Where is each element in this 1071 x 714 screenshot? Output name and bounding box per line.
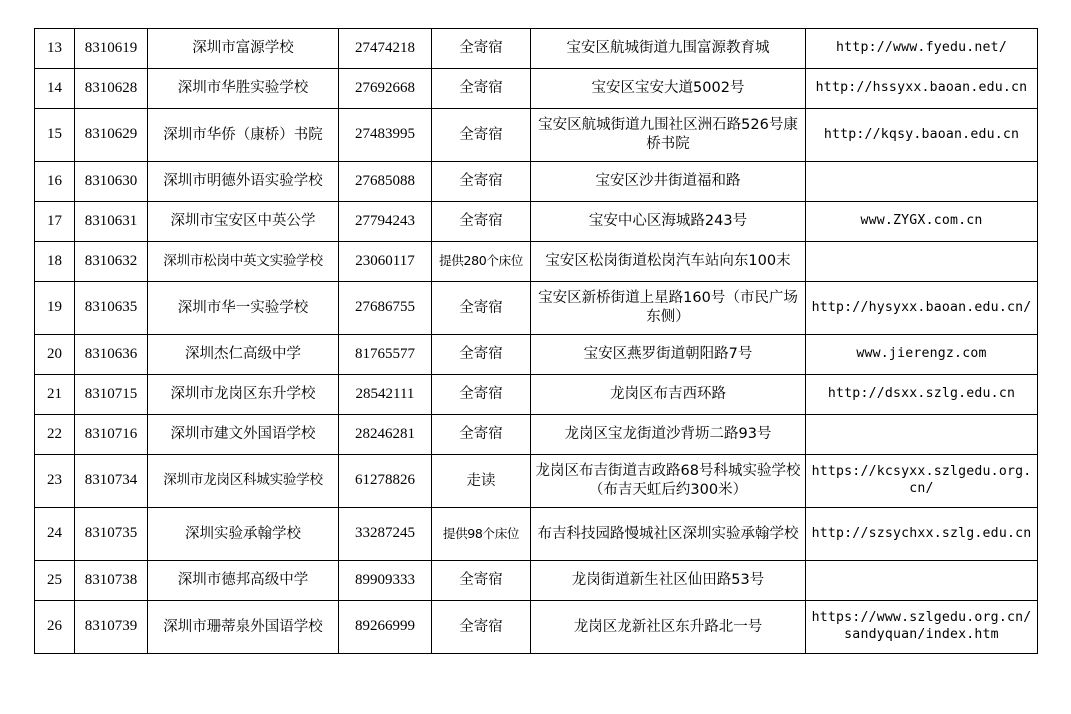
cell-school-name: 深圳市明德外语实验学校: [148, 162, 339, 202]
cell-address: 龙岗区布吉街道吉政路68号科城实验学校（布吉天虹后约300米）: [531, 455, 806, 508]
cell-boarding: 全寄宿: [432, 415, 531, 455]
cell-boarding: 全寄宿: [432, 162, 531, 202]
cell-index: 16: [35, 162, 75, 202]
table-row: [35, 109, 1038, 162]
cell-school-name: 深圳市建文外国语学校: [148, 415, 339, 455]
cell-school-name: 深圳市龙岗区科城实验学校: [148, 455, 339, 508]
cell-website: http://kqsy.baoan.edu.cn: [806, 109, 1038, 162]
table-row: [35, 242, 1038, 282]
cell-index: 15: [35, 109, 75, 162]
table-row: [35, 29, 1038, 69]
cell-boarding: 全寄宿: [432, 561, 531, 601]
cell-address: 龙岗区布吉西环路: [531, 375, 806, 415]
cell-phone: 27692668: [339, 69, 432, 109]
table-row: [35, 282, 1038, 335]
cell-phone: 27483995: [339, 109, 432, 162]
cell-website: http://szsychxx.szlg.edu.cn: [806, 508, 1038, 561]
cell-phone: 33287245: [339, 508, 432, 561]
cell-boarding: 提供98个床位: [432, 508, 531, 561]
cell-index: 14: [35, 69, 75, 109]
cell-school-code: 8310715: [75, 375, 148, 415]
cell-index: 23: [35, 455, 75, 508]
cell-phone: 28542111: [339, 375, 432, 415]
cell-index: 20: [35, 335, 75, 375]
cell-phone: 23060117: [339, 242, 432, 282]
cell-phone: 27685088: [339, 162, 432, 202]
cell-boarding: 全寄宿: [432, 375, 531, 415]
cell-boarding: 走读: [432, 455, 531, 508]
table-row: [35, 69, 1038, 109]
cell-address: 宝安区沙井街道福和路: [531, 162, 806, 202]
cell-school-name: 深圳市德邦高级中学: [148, 561, 339, 601]
table-row: [35, 415, 1038, 455]
cell-school-code: 8310734: [75, 455, 148, 508]
cell-index: 24: [35, 508, 75, 561]
cell-phone: 28246281: [339, 415, 432, 455]
cell-boarding: 全寄宿: [432, 202, 531, 242]
cell-address: 龙岗区龙新社区东升路北一号: [531, 601, 806, 654]
cell-school-code: 8310739: [75, 601, 148, 654]
cell-school-code: 8310630: [75, 162, 148, 202]
cell-index: 17: [35, 202, 75, 242]
cell-school-name: 深圳市华一实验学校: [148, 282, 339, 335]
cell-address: 宝安区航城街道九围社区洲石路526号康桥书院: [531, 109, 806, 162]
cell-index: 26: [35, 601, 75, 654]
cell-school-code: 8310631: [75, 202, 148, 242]
cell-school-name: 深圳市珊蒂泉外国语学校: [148, 601, 339, 654]
table-row: [35, 375, 1038, 415]
cell-address: 宝安区宝安大道5002号: [531, 69, 806, 109]
cell-phone: 27794243: [339, 202, 432, 242]
cell-website: http://www.fyedu.net/: [806, 29, 1038, 69]
cell-website: http://hssyxx.baoan.edu.cn: [806, 69, 1038, 109]
cell-school-name: 深圳市宝安区中英公学: [148, 202, 339, 242]
table-body: [35, 29, 1038, 654]
cell-school-code: 8310629: [75, 109, 148, 162]
cell-school-name: 深圳市华胜实验学校: [148, 69, 339, 109]
cell-school-code: 8310619: [75, 29, 148, 69]
cell-phone: 27686755: [339, 282, 432, 335]
cell-school-name: 深圳市华侨（康桥）书院: [148, 109, 339, 162]
cell-website: www.ZYGX.com.cn: [806, 202, 1038, 242]
cell-website: [806, 561, 1038, 601]
cell-address: 龙岗区宝龙街道沙背坜二路93号: [531, 415, 806, 455]
cell-address: 宝安中心区海城路243号: [531, 202, 806, 242]
cell-school-name: 深圳市龙岗区东升学校: [148, 375, 339, 415]
cell-school-code: 8310735: [75, 508, 148, 561]
cell-address: 宝安区松岗街道松岗汽车站向东100末: [531, 242, 806, 282]
cell-index: 18: [35, 242, 75, 282]
cell-address: 布吉科技园路慢城社区深圳实验承翰学校: [531, 508, 806, 561]
cell-website: www.jierengz.com: [806, 335, 1038, 375]
cell-school-code: 8310636: [75, 335, 148, 375]
cell-school-code: 8310738: [75, 561, 148, 601]
cell-address: 龙岗街道新生社区仙田路53号: [531, 561, 806, 601]
cell-boarding: 全寄宿: [432, 282, 531, 335]
cell-website: [806, 415, 1038, 455]
cell-website: https://kcsyxx.szlgedu.org.cn/: [806, 455, 1038, 508]
table-row: [35, 561, 1038, 601]
cell-boarding: 全寄宿: [432, 69, 531, 109]
cell-phone: 89909333: [339, 561, 432, 601]
cell-index: 13: [35, 29, 75, 69]
cell-website: http://dsxx.szlg.edu.cn: [806, 375, 1038, 415]
cell-website: http://hysyxx.baoan.edu.cn/: [806, 282, 1038, 335]
table-row: [35, 455, 1038, 508]
school-list-table: [34, 28, 1038, 654]
cell-phone: 81765577: [339, 335, 432, 375]
cell-index: 22: [35, 415, 75, 455]
cell-index: 25: [35, 561, 75, 601]
cell-school-code: 8310632: [75, 242, 148, 282]
cell-school-code: 8310628: [75, 69, 148, 109]
cell-school-code: 8310635: [75, 282, 148, 335]
cell-phone: 89266999: [339, 601, 432, 654]
table-row: [35, 508, 1038, 561]
table-row: [35, 202, 1038, 242]
cell-index: 19: [35, 282, 75, 335]
cell-boarding: 全寄宿: [432, 601, 531, 654]
cell-phone: 27474218: [339, 29, 432, 69]
cell-boarding: 全寄宿: [432, 109, 531, 162]
cell-school-name: 深圳杰仁高级中学: [148, 335, 339, 375]
cell-boarding: 全寄宿: [432, 29, 531, 69]
table-row: [35, 601, 1038, 654]
cell-school-code: 8310716: [75, 415, 148, 455]
cell-boarding: 全寄宿: [432, 335, 531, 375]
cell-index: 21: [35, 375, 75, 415]
cell-website: https://www.szlgedu.org.cn/sandyquan/index.htm: [806, 601, 1038, 654]
cell-address: 宝安区新桥街道上星路160号（市民广场东侧）: [531, 282, 806, 335]
table-row: [35, 162, 1038, 202]
cell-school-name: 深圳实验承翰学校: [148, 508, 339, 561]
cell-school-name: 深圳市松岗中英文实验学校: [148, 242, 339, 282]
cell-boarding: 提供280个床位: [432, 242, 531, 282]
cell-school-name: 深圳市富源学校: [148, 29, 339, 69]
cell-website: [806, 242, 1038, 282]
cell-phone: 61278826: [339, 455, 432, 508]
cell-address: 宝安区航城街道九围富源教育城: [531, 29, 806, 69]
cell-address: 宝安区燕罗街道朝阳路7号: [531, 335, 806, 375]
cell-website: [806, 162, 1038, 202]
table-row: [35, 335, 1038, 375]
